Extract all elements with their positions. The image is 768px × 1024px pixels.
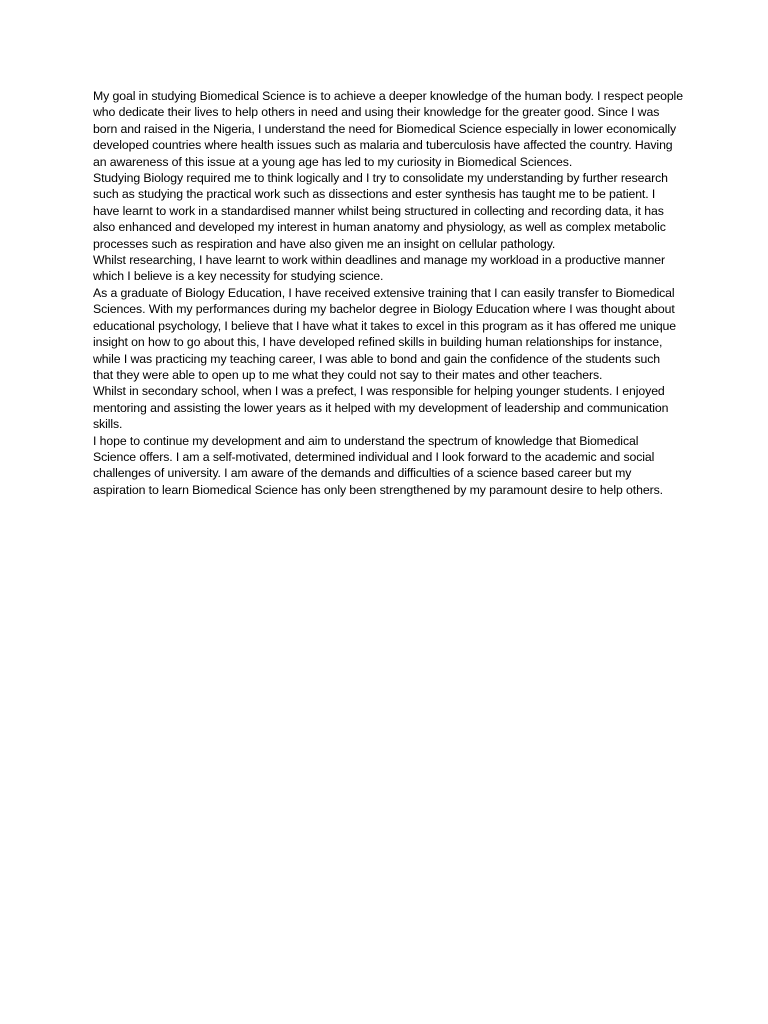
statement-body (93, 88, 683, 498)
paragraph-goal: My goal in studying Biomedical Science is to achieve a deeper knowledge of the human body. I respect people who dedicate their lives to help others in need and using their knowledge for the greater good. Since I was born and raised in the Nigeria, I understand the need for Biomedical Science especially in lower economically developed countries where health issues such as malaria and tuberculosis have affected the country. Having an awareness of this issue at a young age has led to my curiosity in Biomedical Sciences. (93, 89, 683, 169)
paragraph-biology-education: As a graduate of Biology Education, I have received extensive training that I can easily transfer to Biomedical Sciences. With my performances during my bachelor degree in Biology Education where I was thought about educational psychology, I believe that I have what it takes to excel in this program as it has offered me unique insight on how to go about this, I have developed refined skills in building human relationships for instance, while I was practicing my teaching career, I was able to bond and gain the confidence of the students such that they were able to open up to me what they could not say to their mates and other teachers. (93, 285, 677, 382)
paragraph-secondary-school: Whilst in secondary school, when I was a prefect, I was responsible for helping younger students. I enjoyed mentoring and assisting the lower years as it helped with my development of leadership and communication skills. (93, 384, 669, 432)
paragraph-biology-studies: Studying Biology required me to think logically and I try to consolidate my understanding by further research such as studying the practical work such as dissections and ester synthesis has taught me to be patient. I have learnt to work in a standardised manner whilst being structured in collecting and recording data, it has also enhanced and developed my interest in human anatomy and physiology, as well as complex metabolic processes such as respiration and have also given me an insight on cellular pathology. (93, 171, 668, 251)
paragraph-conclusion: I hope to continue my development and aim to understand the spectrum of knowledge that Biomedical Science offers. I am a self-motivated, determined individual and I look forward to the academic and social challenges of university. I am aware of the demands and difficulties of a science based career but my aspiration to learn Biomedical Science has only been strengthened by my paramount desire to help others. (93, 433, 663, 497)
paragraph-research-deadlines: Whilst researching, I have learnt to work within deadlines and manage my workload in a productive manner which I believe is a key necessity for studying science. (93, 253, 665, 284)
